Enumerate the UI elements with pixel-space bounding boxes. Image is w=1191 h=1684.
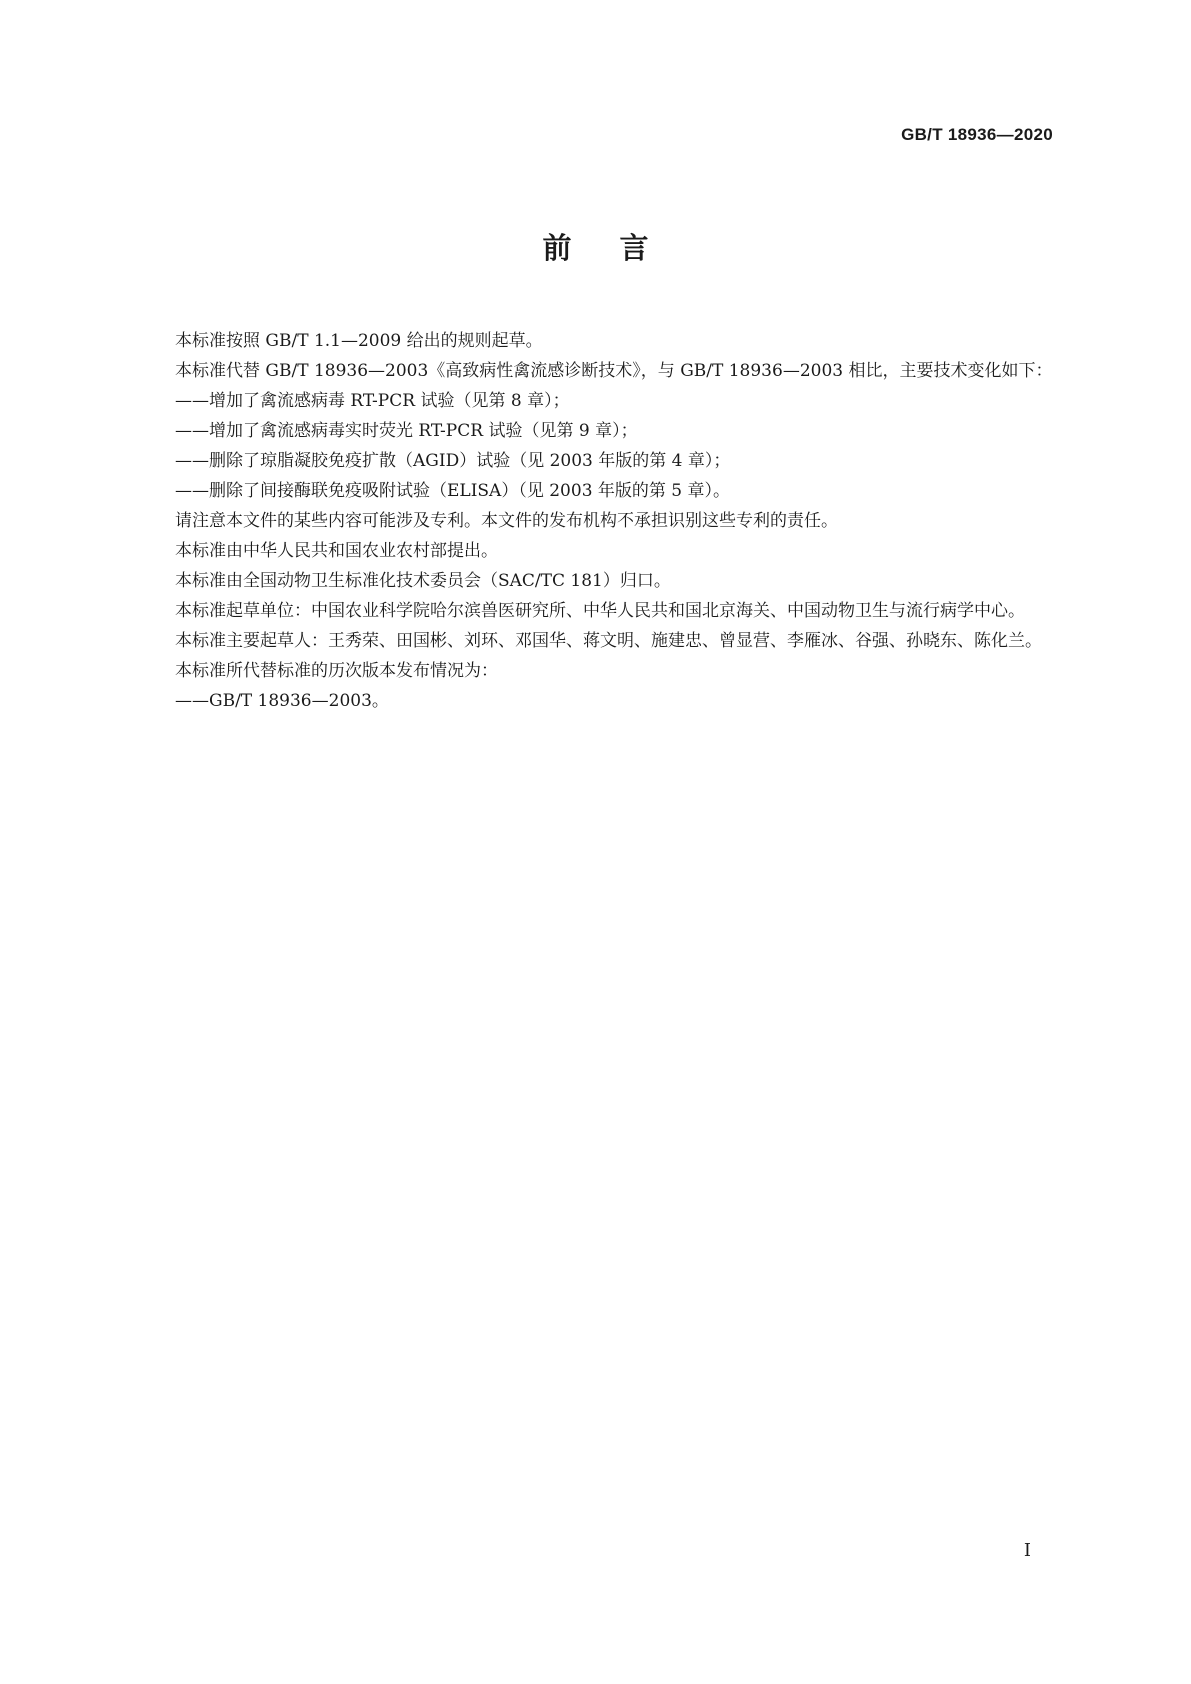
standard-code: GB/T 18936—2020: [901, 125, 1053, 144]
page-number: I: [1023, 1540, 1031, 1561]
list-item: ——增加了禽流感病毒实时荧光 RT-PCR 试验（见第 9 章）；: [175, 421, 638, 441]
paragraph-patent-notice: 请注意本文件的某些内容可能涉及专利。本文件的发布机构不承担识别这些专利的责任。: [175, 511, 838, 531]
foreword-body: [135, 326, 1057, 716]
page-title: 前言: [542, 231, 697, 265]
paragraph-replacement: 本标准代替 GB/T 18936—2003《高致病性禽流感诊断技术》，与 GB/T 18936—2003 相比，主要技术变化如下：: [175, 361, 1053, 381]
list-item: ——GB/T 18936—2003。: [175, 691, 389, 711]
paragraph-committee: 本标准由全国动物卫生标准化技术委员会（SAC/TC 181）归口。: [175, 571, 671, 591]
list-item: ——增加了禽流感病毒 RT-PCR 试验（见第 8 章）；: [175, 391, 570, 411]
paragraph-drafting-rules: 本标准按照 GB/T 1.1—2009 给出的规则起草。: [175, 331, 543, 351]
list-item: ——删除了琼脂凝胶免疫扩散（AGID）试验（见 2003 年版的第 4 章）；: [175, 451, 731, 471]
list-item: ——删除了间接酶联免疫吸附试验（ELISA）（见 2003 年版的第 5 章）。: [175, 481, 731, 501]
paragraph-proposer: 本标准由中华人民共和国农业农村部提出。: [175, 541, 498, 561]
paragraph-previous-versions: 本标准所代替标准的历次版本发布情况为：: [175, 661, 498, 681]
paragraph-drafters: 本标准主要起草人：王秀荣、田国彬、刘环、邓国华、蒋文明、施建忠、曾显营、李雁冰、谷强、孙晓东、陈化兰。: [175, 631, 1042, 651]
paragraph-drafting-units: 本标准起草单位：中国农业科学院哈尔滨兽医研究所、中华人民共和国北京海关、中国动物卫生与流行病学中心。: [175, 601, 1025, 621]
